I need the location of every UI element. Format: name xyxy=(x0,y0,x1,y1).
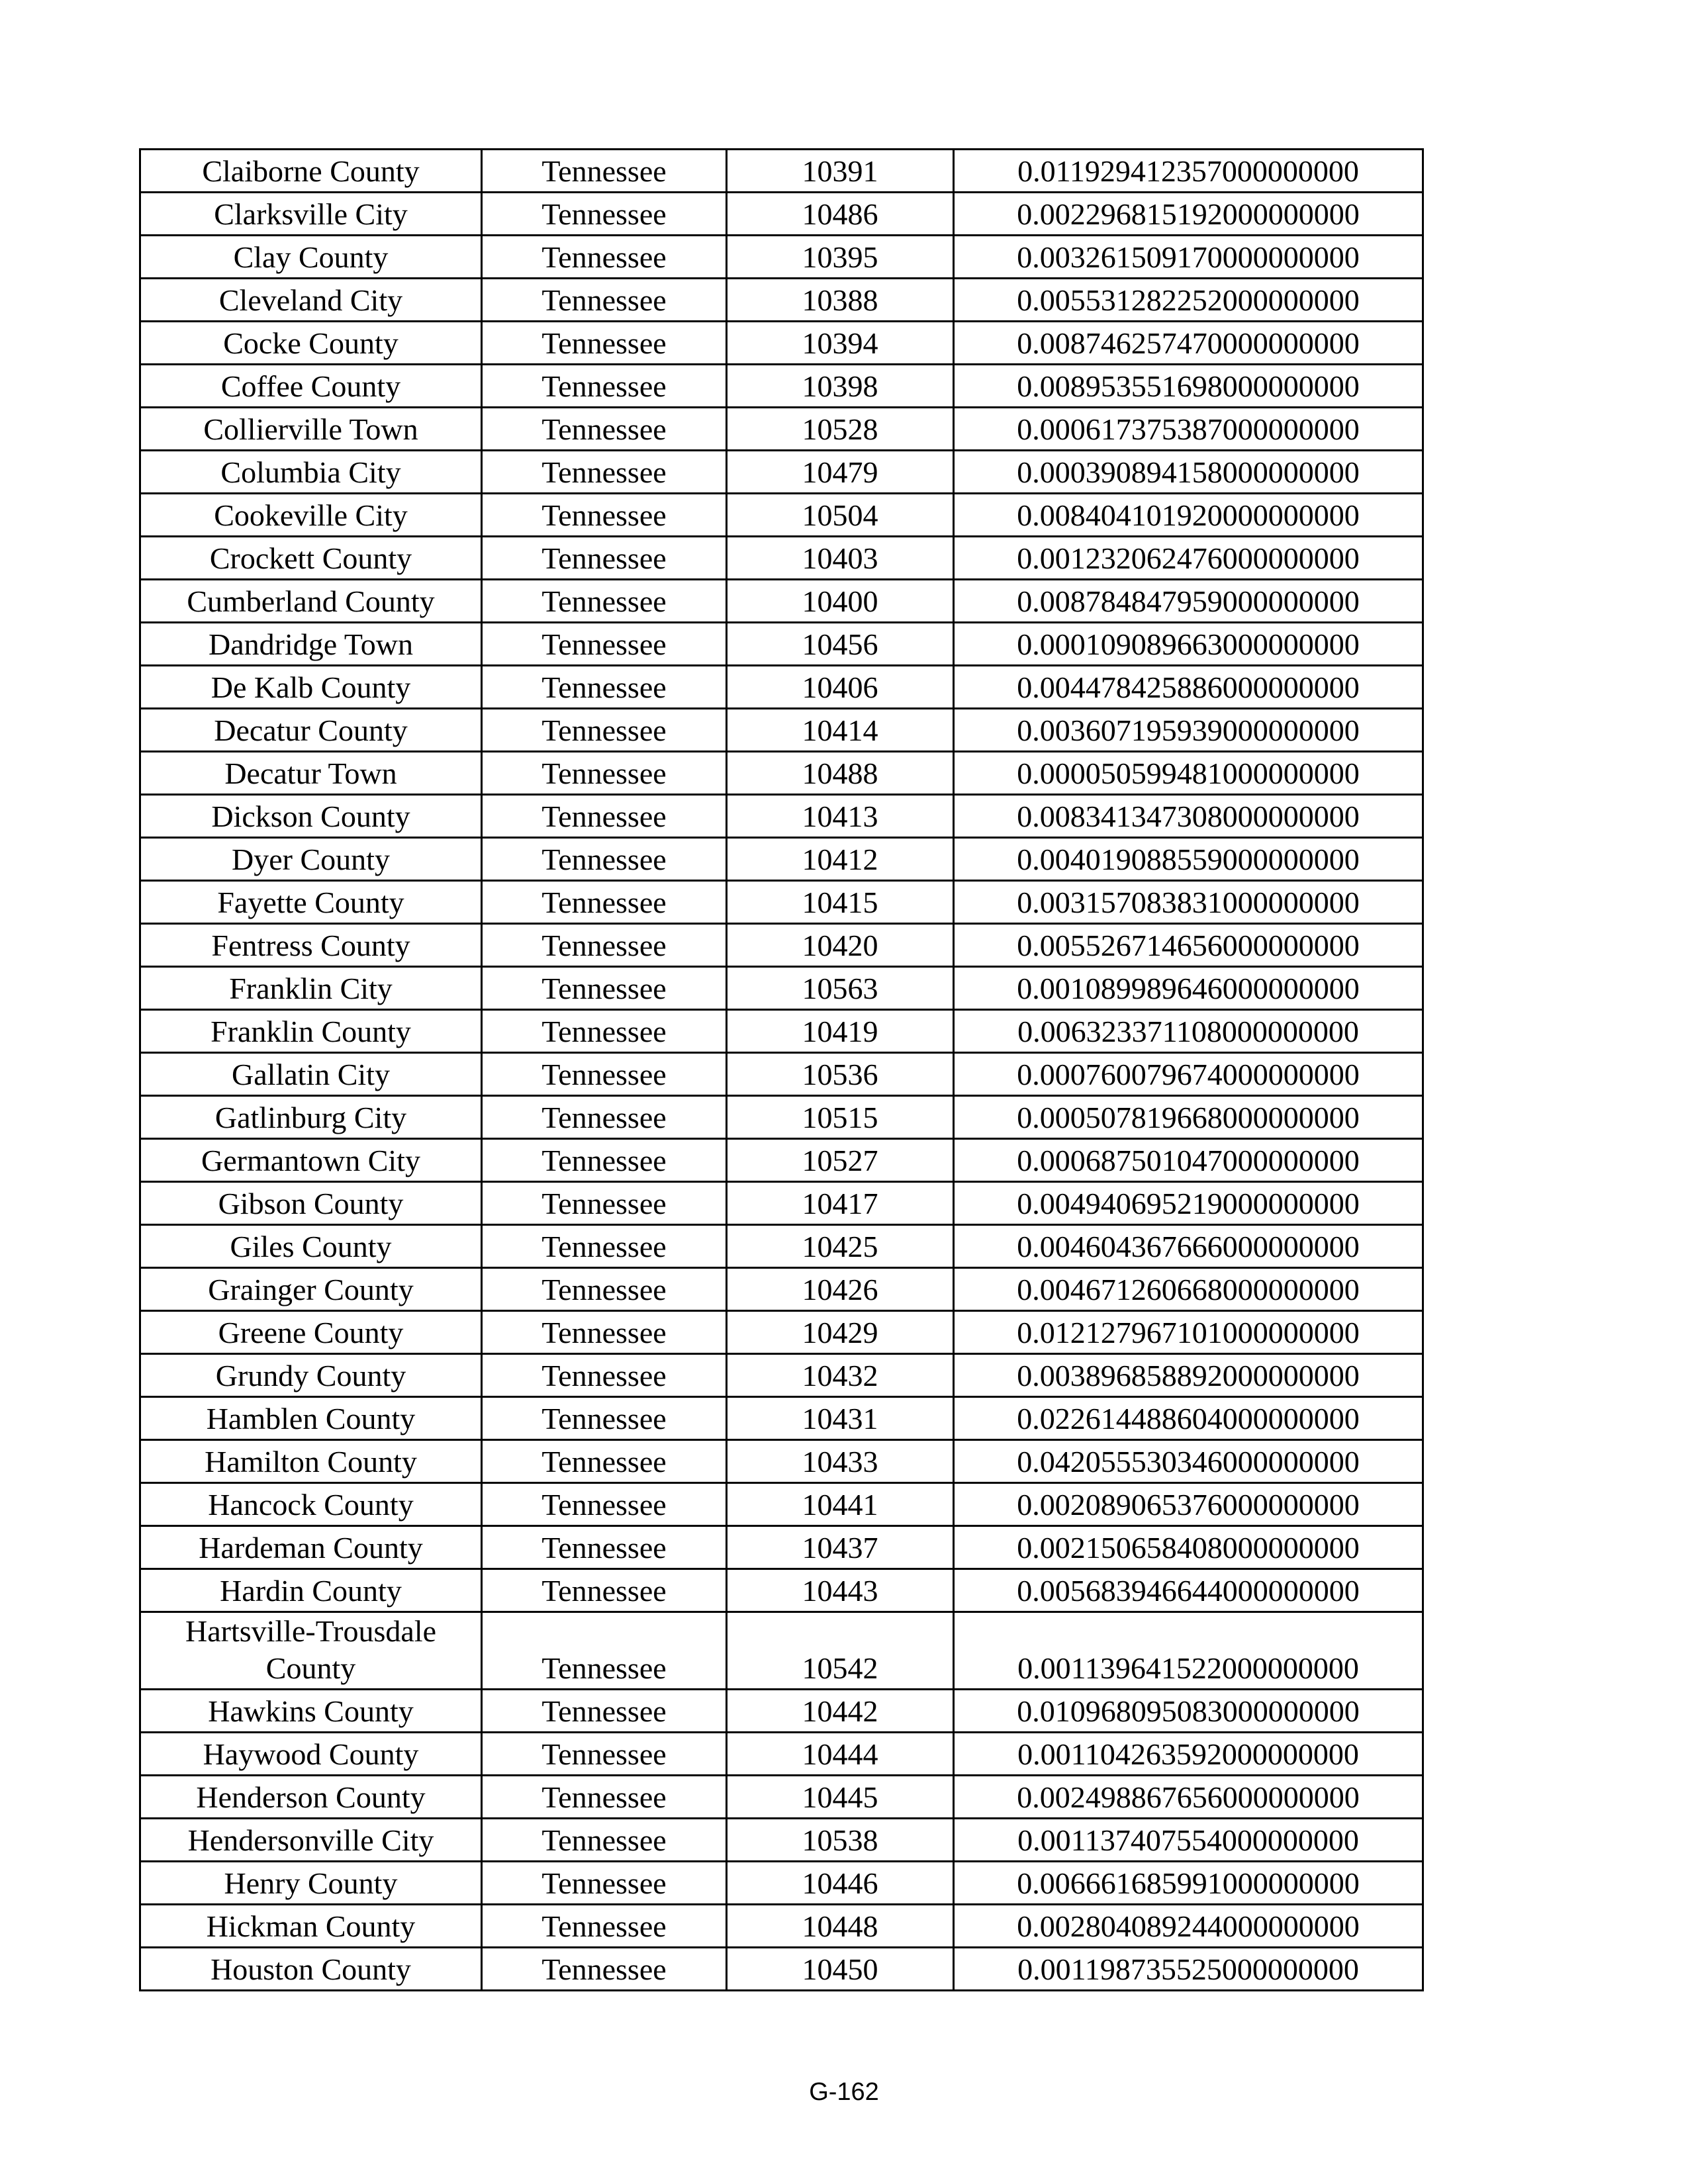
allocation-cell: 0.000760079674000000000 xyxy=(954,1053,1423,1096)
state-cell: Tennessee xyxy=(482,1397,727,1440)
state-cell: Tennessee xyxy=(482,1776,727,1819)
state-cell: Tennessee xyxy=(482,1819,727,1862)
subdivision-name-cell: Fentress County xyxy=(140,924,482,967)
id-cell: 10527 xyxy=(727,1139,954,1182)
table-row xyxy=(140,1569,1423,1612)
id-cell: 10426 xyxy=(727,1268,954,1311)
id-cell: 10417 xyxy=(727,1182,954,1225)
allocation-cell: 0.004940695219000000000 xyxy=(954,1182,1423,1225)
subdivision-name-cell: Hamilton County xyxy=(140,1440,482,1483)
state-cell: Tennessee xyxy=(482,1440,727,1483)
table-row xyxy=(140,881,1423,924)
state-cell: Tennessee xyxy=(482,537,727,580)
subdivision-name-cell: De Kalb County xyxy=(140,666,482,709)
allocation-cell: 0.003157083831000000000 xyxy=(954,881,1423,924)
table-row xyxy=(140,537,1423,580)
subdivision-name-cell: Franklin County xyxy=(140,1010,482,1053)
state-cell: Tennessee xyxy=(482,1905,727,1948)
subdivision-name-cell: Gibson County xyxy=(140,1182,482,1225)
subdivision-name-cell: Franklin City xyxy=(140,967,482,1010)
subdivision-name-cell: Dyer County xyxy=(140,838,482,881)
id-cell: 10444 xyxy=(727,1733,954,1776)
id-cell: 10415 xyxy=(727,881,954,924)
allocation-cell: 0.008784847959000000000 xyxy=(954,580,1423,623)
state-cell: Tennessee xyxy=(482,1862,727,1905)
state-cell: Tennessee xyxy=(482,1311,727,1354)
allocation-table xyxy=(139,148,1424,1991)
table-row xyxy=(140,623,1423,666)
state-cell: Tennessee xyxy=(482,494,727,537)
table-row xyxy=(140,1690,1423,1733)
subdivision-name-cell: Germantown City xyxy=(140,1139,482,1182)
id-cell: 10425 xyxy=(727,1225,954,1268)
state-cell: Tennessee xyxy=(482,709,727,752)
id-cell: 10479 xyxy=(727,451,954,494)
subdivision-name-cell: Columbia City xyxy=(140,451,482,494)
allocation-cell: 0.008746257470000000000 xyxy=(954,322,1423,365)
table-row xyxy=(140,1776,1423,1819)
state-cell: Tennessee xyxy=(482,1225,727,1268)
id-cell: 10542 xyxy=(727,1612,954,1690)
state-cell: Tennessee xyxy=(482,1096,727,1139)
id-cell: 10431 xyxy=(727,1397,954,1440)
state-cell: Tennessee xyxy=(482,1483,727,1526)
table-row xyxy=(140,1733,1423,1776)
allocation-cell: 0.000109089663000000000 xyxy=(954,623,1423,666)
allocation-cell: 0.008953551698000000000 xyxy=(954,365,1423,408)
table-row xyxy=(140,1862,1423,1905)
allocation-cell: 0.005683946644000000000 xyxy=(954,1569,1423,1612)
subdivision-name-cell: Hickman County xyxy=(140,1905,482,1948)
table-row xyxy=(140,1948,1423,1991)
state-cell: Tennessee xyxy=(482,795,727,838)
table-row xyxy=(140,1354,1423,1397)
subdivision-name-cell: Cookeville City xyxy=(140,494,482,537)
state-cell: Tennessee xyxy=(482,279,727,322)
id-cell: 10414 xyxy=(727,709,954,752)
subdivision-name-cell: Hardeman County xyxy=(140,1526,482,1569)
subdivision-name-cell: Hawkins County xyxy=(140,1690,482,1733)
table-row xyxy=(140,967,1423,1010)
table-row xyxy=(140,1440,1423,1483)
allocation-cell: 0.004604367666000000000 xyxy=(954,1225,1423,1268)
table-row xyxy=(140,666,1423,709)
allocation-cell: 0.010968095083000000000 xyxy=(954,1690,1423,1733)
id-cell: 10437 xyxy=(727,1526,954,1569)
id-cell: 10406 xyxy=(727,666,954,709)
allocation-cell: 0.002296815192000000000 xyxy=(954,193,1423,236)
allocation-cell: 0.012127967101000000000 xyxy=(954,1311,1423,1354)
allocation-cell: 0.000390894158000000000 xyxy=(954,451,1423,494)
id-cell: 10394 xyxy=(727,322,954,365)
table-row xyxy=(140,1397,1423,1440)
id-cell: 10528 xyxy=(727,408,954,451)
allocation-table-body xyxy=(140,150,1423,1991)
id-cell: 10456 xyxy=(727,623,954,666)
state-cell: Tennessee xyxy=(482,236,727,279)
state-cell: Tennessee xyxy=(482,1526,727,1569)
state-cell: Tennessee xyxy=(482,322,727,365)
allocation-cell: 0.003896858892000000000 xyxy=(954,1354,1423,1397)
id-cell: 10419 xyxy=(727,1010,954,1053)
subdivision-name-cell: Dandridge Town xyxy=(140,623,482,666)
state-cell: Tennessee xyxy=(482,408,727,451)
state-cell: Tennessee xyxy=(482,451,727,494)
subdivision-name-cell: Henry County xyxy=(140,1862,482,1905)
id-cell: 10443 xyxy=(727,1569,954,1612)
state-cell: Tennessee xyxy=(482,1182,727,1225)
allocation-cell: 0.003607195939000000000 xyxy=(954,709,1423,752)
allocation-cell: 0.005526714656000000000 xyxy=(954,924,1423,967)
state-cell: Tennessee xyxy=(482,666,727,709)
table-row xyxy=(140,1182,1423,1225)
table-row xyxy=(140,322,1423,365)
table-row xyxy=(140,1311,1423,1354)
id-cell: 10538 xyxy=(727,1819,954,1862)
subdivision-name-cell: Grundy County xyxy=(140,1354,482,1397)
allocation-cell: 0.005531282252000000000 xyxy=(954,279,1423,322)
state-cell: Tennessee xyxy=(482,1268,727,1311)
allocation-cell: 0.000617375387000000000 xyxy=(954,408,1423,451)
id-cell: 10432 xyxy=(727,1354,954,1397)
subdivision-name-cell: Cocke County xyxy=(140,322,482,365)
table-row xyxy=(140,1526,1423,1569)
table-row xyxy=(140,279,1423,322)
table-row xyxy=(140,1010,1423,1053)
table-row xyxy=(140,451,1423,494)
subdivision-name-cell: Clay County xyxy=(140,236,482,279)
table-row xyxy=(140,494,1423,537)
state-cell: Tennessee xyxy=(482,1010,727,1053)
allocation-cell: 0.001198735525000000000 xyxy=(954,1948,1423,1991)
id-cell: 10446 xyxy=(727,1862,954,1905)
state-cell: Tennessee xyxy=(482,193,727,236)
allocation-cell: 0.011929412357000000000 xyxy=(954,150,1423,193)
subdivision-name-cell: Hancock County xyxy=(140,1483,482,1526)
table-row xyxy=(140,365,1423,408)
allocation-cell: 0.003261509170000000000 xyxy=(954,236,1423,279)
allocation-cell: 0.008341347308000000000 xyxy=(954,795,1423,838)
id-cell: 10441 xyxy=(727,1483,954,1526)
id-cell: 10429 xyxy=(727,1311,954,1354)
id-cell: 10448 xyxy=(727,1905,954,1948)
table-row xyxy=(140,1819,1423,1862)
allocation-cell: 0.006323371108000000000 xyxy=(954,1010,1423,1053)
table-row xyxy=(140,236,1423,279)
allocation-cell: 0.001089989646000000000 xyxy=(954,967,1423,1010)
allocation-cell: 0.001139641522000000000 xyxy=(954,1612,1423,1690)
table-row xyxy=(140,193,1423,236)
allocation-cell: 0.042055530346000000000 xyxy=(954,1440,1423,1483)
table-row xyxy=(140,709,1423,752)
id-cell: 10403 xyxy=(727,537,954,580)
subdivision-name-cell: Coffee County xyxy=(140,365,482,408)
table-row xyxy=(140,1268,1423,1311)
table-row xyxy=(140,838,1423,881)
allocation-cell: 0.002089065376000000000 xyxy=(954,1483,1423,1526)
state-cell: Tennessee xyxy=(482,580,727,623)
subdivision-name-cell: Decatur Town xyxy=(140,752,482,795)
id-cell: 10450 xyxy=(727,1948,954,1991)
id-cell: 10420 xyxy=(727,924,954,967)
subdivision-name-cell: Houston County xyxy=(140,1948,482,1991)
subdivision-name-cell: Crockett County xyxy=(140,537,482,580)
id-cell: 10536 xyxy=(727,1053,954,1096)
table-row xyxy=(140,1053,1423,1096)
allocation-cell: 0.002150658408000000000 xyxy=(954,1526,1423,1569)
state-cell: Tennessee xyxy=(482,1569,727,1612)
subdivision-name-cell: Hendersonville City xyxy=(140,1819,482,1862)
state-cell: Tennessee xyxy=(482,967,727,1010)
subdivision-name-cell: Decatur County xyxy=(140,709,482,752)
state-cell: Tennessee xyxy=(482,1733,727,1776)
id-cell: 10413 xyxy=(727,795,954,838)
allocation-cell: 0.000507819668000000000 xyxy=(954,1096,1423,1139)
state-cell: Tennessee xyxy=(482,1612,727,1690)
allocation-cell: 0.004019088559000000000 xyxy=(954,838,1423,881)
state-cell: Tennessee xyxy=(482,623,727,666)
allocation-cell: 0.000687501047000000000 xyxy=(954,1139,1423,1182)
state-cell: Tennessee xyxy=(482,1354,727,1397)
state-cell: Tennessee xyxy=(482,1690,727,1733)
id-cell: 10395 xyxy=(727,236,954,279)
allocation-cell: 0.001137407554000000000 xyxy=(954,1819,1423,1862)
allocation-cell: 0.000050599481000000000 xyxy=(954,752,1423,795)
allocation-cell: 0.004478425886000000000 xyxy=(954,666,1423,709)
table-row xyxy=(140,580,1423,623)
table-row xyxy=(140,924,1423,967)
subdivision-name-cell: Greene County xyxy=(140,1311,482,1354)
table-row xyxy=(140,1612,1423,1690)
state-cell: Tennessee xyxy=(482,752,727,795)
id-cell: 10400 xyxy=(727,580,954,623)
subdivision-name-cell: Gallatin City xyxy=(140,1053,482,1096)
table-row xyxy=(140,1096,1423,1139)
id-cell: 10488 xyxy=(727,752,954,795)
id-cell: 10398 xyxy=(727,365,954,408)
table-row xyxy=(140,1905,1423,1948)
id-cell: 10515 xyxy=(727,1096,954,1139)
subdivision-name-cell: Cleveland City xyxy=(140,279,482,322)
id-cell: 10445 xyxy=(727,1776,954,1819)
id-cell: 10433 xyxy=(727,1440,954,1483)
id-cell: 10388 xyxy=(727,279,954,322)
state-cell: Tennessee xyxy=(482,1053,727,1096)
id-cell: 10391 xyxy=(727,150,954,193)
subdivision-name-cell: Hartsville-Trousdale County xyxy=(140,1612,482,1690)
subdivision-name-cell: Grainger County xyxy=(140,1268,482,1311)
subdivision-name-cell: Haywood County xyxy=(140,1733,482,1776)
subdivision-name-cell: Hardin County xyxy=(140,1569,482,1612)
id-cell: 10504 xyxy=(727,494,954,537)
subdivision-name-cell: Giles County xyxy=(140,1225,482,1268)
allocation-cell: 0.022614488604000000000 xyxy=(954,1397,1423,1440)
subdivision-name-cell: Clarksville City xyxy=(140,193,482,236)
state-cell: Tennessee xyxy=(482,365,727,408)
allocation-cell: 0.001232062476000000000 xyxy=(954,537,1423,580)
state-cell: Tennessee xyxy=(482,150,727,193)
subdivision-name-cell: Gatlinburg City xyxy=(140,1096,482,1139)
allocation-cell: 0.002804089244000000000 xyxy=(954,1905,1423,1948)
subdivision-name-cell: Hamblen County xyxy=(140,1397,482,1440)
id-cell: 10442 xyxy=(727,1690,954,1733)
table-row xyxy=(140,150,1423,193)
table-row xyxy=(140,408,1423,451)
subdivision-name-cell: Collierville Town xyxy=(140,408,482,451)
id-cell: 10412 xyxy=(727,838,954,881)
allocation-cell: 0.006661685991000000000 xyxy=(954,1862,1423,1905)
state-cell: Tennessee xyxy=(482,881,727,924)
table-row xyxy=(140,1483,1423,1526)
table-row xyxy=(140,1225,1423,1268)
id-cell: 10563 xyxy=(727,967,954,1010)
table-row xyxy=(140,752,1423,795)
subdivision-name-cell: Cumberland County xyxy=(140,580,482,623)
allocation-cell: 0.008404101920000000000 xyxy=(954,494,1423,537)
allocation-cell: 0.002498867656000000000 xyxy=(954,1776,1423,1819)
allocation-cell: 0.004671260668000000000 xyxy=(954,1268,1423,1311)
state-cell: Tennessee xyxy=(482,1139,727,1182)
table-row xyxy=(140,1139,1423,1182)
table-row xyxy=(140,795,1423,838)
state-cell: Tennessee xyxy=(482,838,727,881)
page-number: G-162 xyxy=(809,2078,879,2106)
state-cell: Tennessee xyxy=(482,924,727,967)
subdivision-name-cell: Henderson County xyxy=(140,1776,482,1819)
subdivision-name-cell: Dickson County xyxy=(140,795,482,838)
id-cell: 10486 xyxy=(727,193,954,236)
subdivision-name-cell: Fayette County xyxy=(140,881,482,924)
allocation-cell: 0.001104263592000000000 xyxy=(954,1733,1423,1776)
subdivision-name-cell: Claiborne County xyxy=(140,150,482,193)
state-cell: Tennessee xyxy=(482,1948,727,1991)
